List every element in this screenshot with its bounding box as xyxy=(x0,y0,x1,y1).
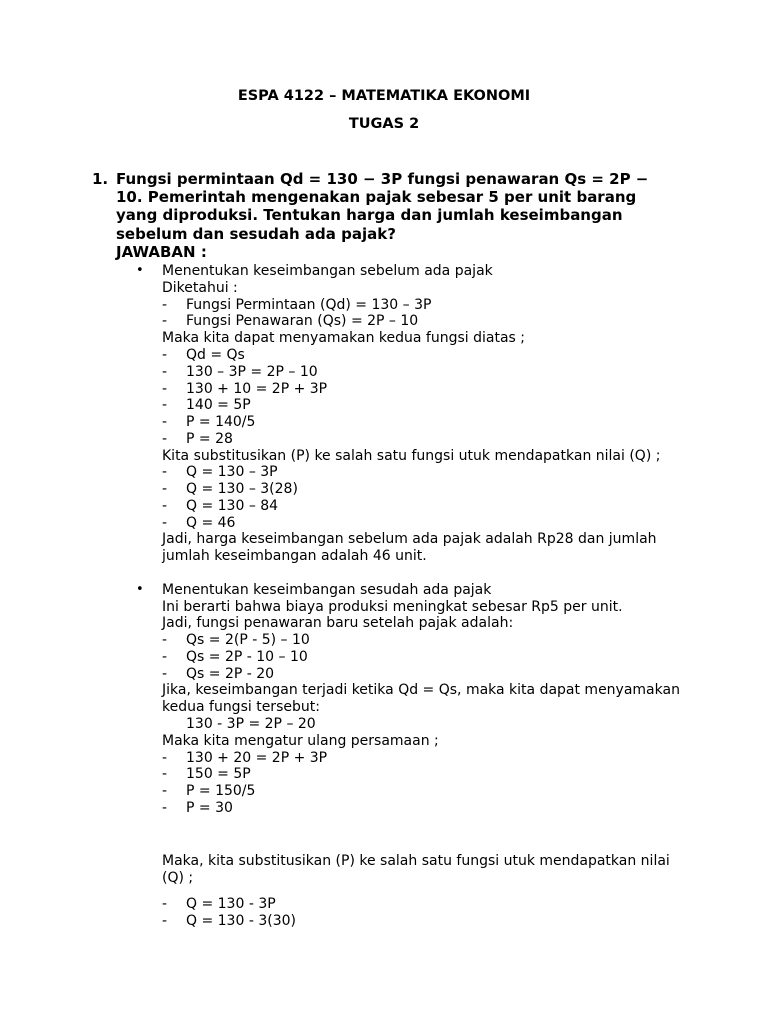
bullet-icon: • xyxy=(136,263,144,278)
section1-heading: Menentukan keseimbangan sebelum ada pajak xyxy=(162,263,493,279)
rearrange-step: 150 = 5P xyxy=(186,766,251,782)
question-text: Fungsi permintaan Qd = 130 − 3P fungsi penawaran Qs = 2P − 10. Pemerintah mengenakan pajak sebesar 5 per unit barang yang diproduksi. Tentukan harga dan jumlah keseimbangan sebelum dan sesudah ada pajak? xyxy=(116,170,649,243)
dash-marker: - xyxy=(162,297,168,313)
dash-marker: - xyxy=(162,515,168,531)
known-item: Fungsi Permintaan (Qd) = 130 – 3P xyxy=(186,297,432,313)
rearrange-step: P = 150/5 xyxy=(186,783,256,799)
dash-marker: - xyxy=(162,431,168,447)
dash-marker: - xyxy=(162,666,168,682)
equate-step: P = 140/5 xyxy=(186,414,256,430)
equate-step: 130 + 10 = 2P + 3P xyxy=(186,381,328,397)
dash-marker: - xyxy=(162,364,168,380)
dash-marker: - xyxy=(162,750,168,766)
document-subtitle: TUGAS 2 xyxy=(348,116,420,132)
dash-marker: - xyxy=(162,397,168,413)
equate-step: P = 28 xyxy=(186,431,233,447)
answer-label: JAWABAN : xyxy=(116,243,207,261)
document-title: ESPA 4122 – MATEMATIKA EKONOMI xyxy=(237,88,531,104)
subst-step: Q = 46 xyxy=(186,515,236,531)
subst-step: Q = 130 – 84 xyxy=(186,498,279,514)
dash-marker: - xyxy=(162,498,168,514)
bullet-icon: • xyxy=(136,582,144,597)
known-item: Fungsi Penawaran (Qs) = 2P – 10 xyxy=(186,313,419,329)
equate-step: Qd = Qs xyxy=(186,347,245,363)
subst-step: Q = 130 – 3(28) xyxy=(186,481,298,497)
dash-marker: - xyxy=(162,649,168,665)
dash-marker: - xyxy=(162,464,168,480)
equate-step: 140 = 5P xyxy=(186,397,251,413)
section2-line2: Jadi, fungsi penawaran baru setelah pajak adalah: xyxy=(162,615,514,631)
known-label: Diketahui : xyxy=(162,280,238,296)
equate-step: 130 – 3P = 2P – 10 xyxy=(186,364,318,380)
supply-step: Qs = 2(P - 5) – 10 xyxy=(186,632,310,648)
equilibrium-text: Jika, keseimbangan terjadi ketika Qd = Qs, maka kita dapat menyamakan kedua fungsi tersebut: xyxy=(162,682,680,715)
equilibrium-equation: 130 - 3P = 2P – 20 xyxy=(186,716,316,732)
dash-marker: - xyxy=(162,783,168,799)
supply-step: Qs = 2P - 20 xyxy=(186,666,275,682)
rearrange-intro: Maka kita mengatur ulang persamaan ; xyxy=(162,733,439,749)
dash-marker: - xyxy=(162,896,168,912)
dash-marker: - xyxy=(162,313,168,329)
dash-marker: - xyxy=(162,766,168,782)
supply-step: Qs = 2P - 10 – 10 xyxy=(186,649,308,665)
subst-intro: Kita substitusikan (P) ke salah satu fungsi utuk mendapatkan nilai (Q) ; xyxy=(162,448,661,464)
dash-marker: - xyxy=(162,347,168,363)
dash-marker: - xyxy=(162,381,168,397)
section2-heading: Menentukan keseimbangan sesudah ada pajak xyxy=(162,582,492,598)
section2-subst-step: Q = 130 - 3(30) xyxy=(186,913,296,929)
dash-marker: - xyxy=(162,414,168,430)
section1-conclusion: Jadi, harga keseimbangan sebelum ada pajak adalah Rp28 dan jumlah jumlah keseimbangan adalah 46 unit. xyxy=(162,531,657,564)
section2-line1: Ini berarti bahwa biaya produksi meningkat sebesar Rp5 per unit. xyxy=(162,599,623,615)
dash-marker: - xyxy=(162,800,168,816)
equate-intro: Maka kita dapat menyamakan kedua fungsi diatas ; xyxy=(162,330,525,346)
question-number: 1. xyxy=(92,170,109,188)
rearrange-step: P = 30 xyxy=(186,800,233,816)
dash-marker: - xyxy=(162,481,168,497)
section2-subst-intro: Maka, kita substitusikan (P) ke salah satu fungsi utuk mendapatkan nilai (Q) ; xyxy=(162,853,670,886)
dash-marker: - xyxy=(162,913,168,929)
dash-marker: - xyxy=(162,632,168,648)
rearrange-step: 130 + 20 = 2P + 3P xyxy=(186,750,328,766)
section2-subst-step: Q = 130 - 3P xyxy=(186,896,276,912)
subst-step: Q = 130 – 3P xyxy=(186,464,278,480)
